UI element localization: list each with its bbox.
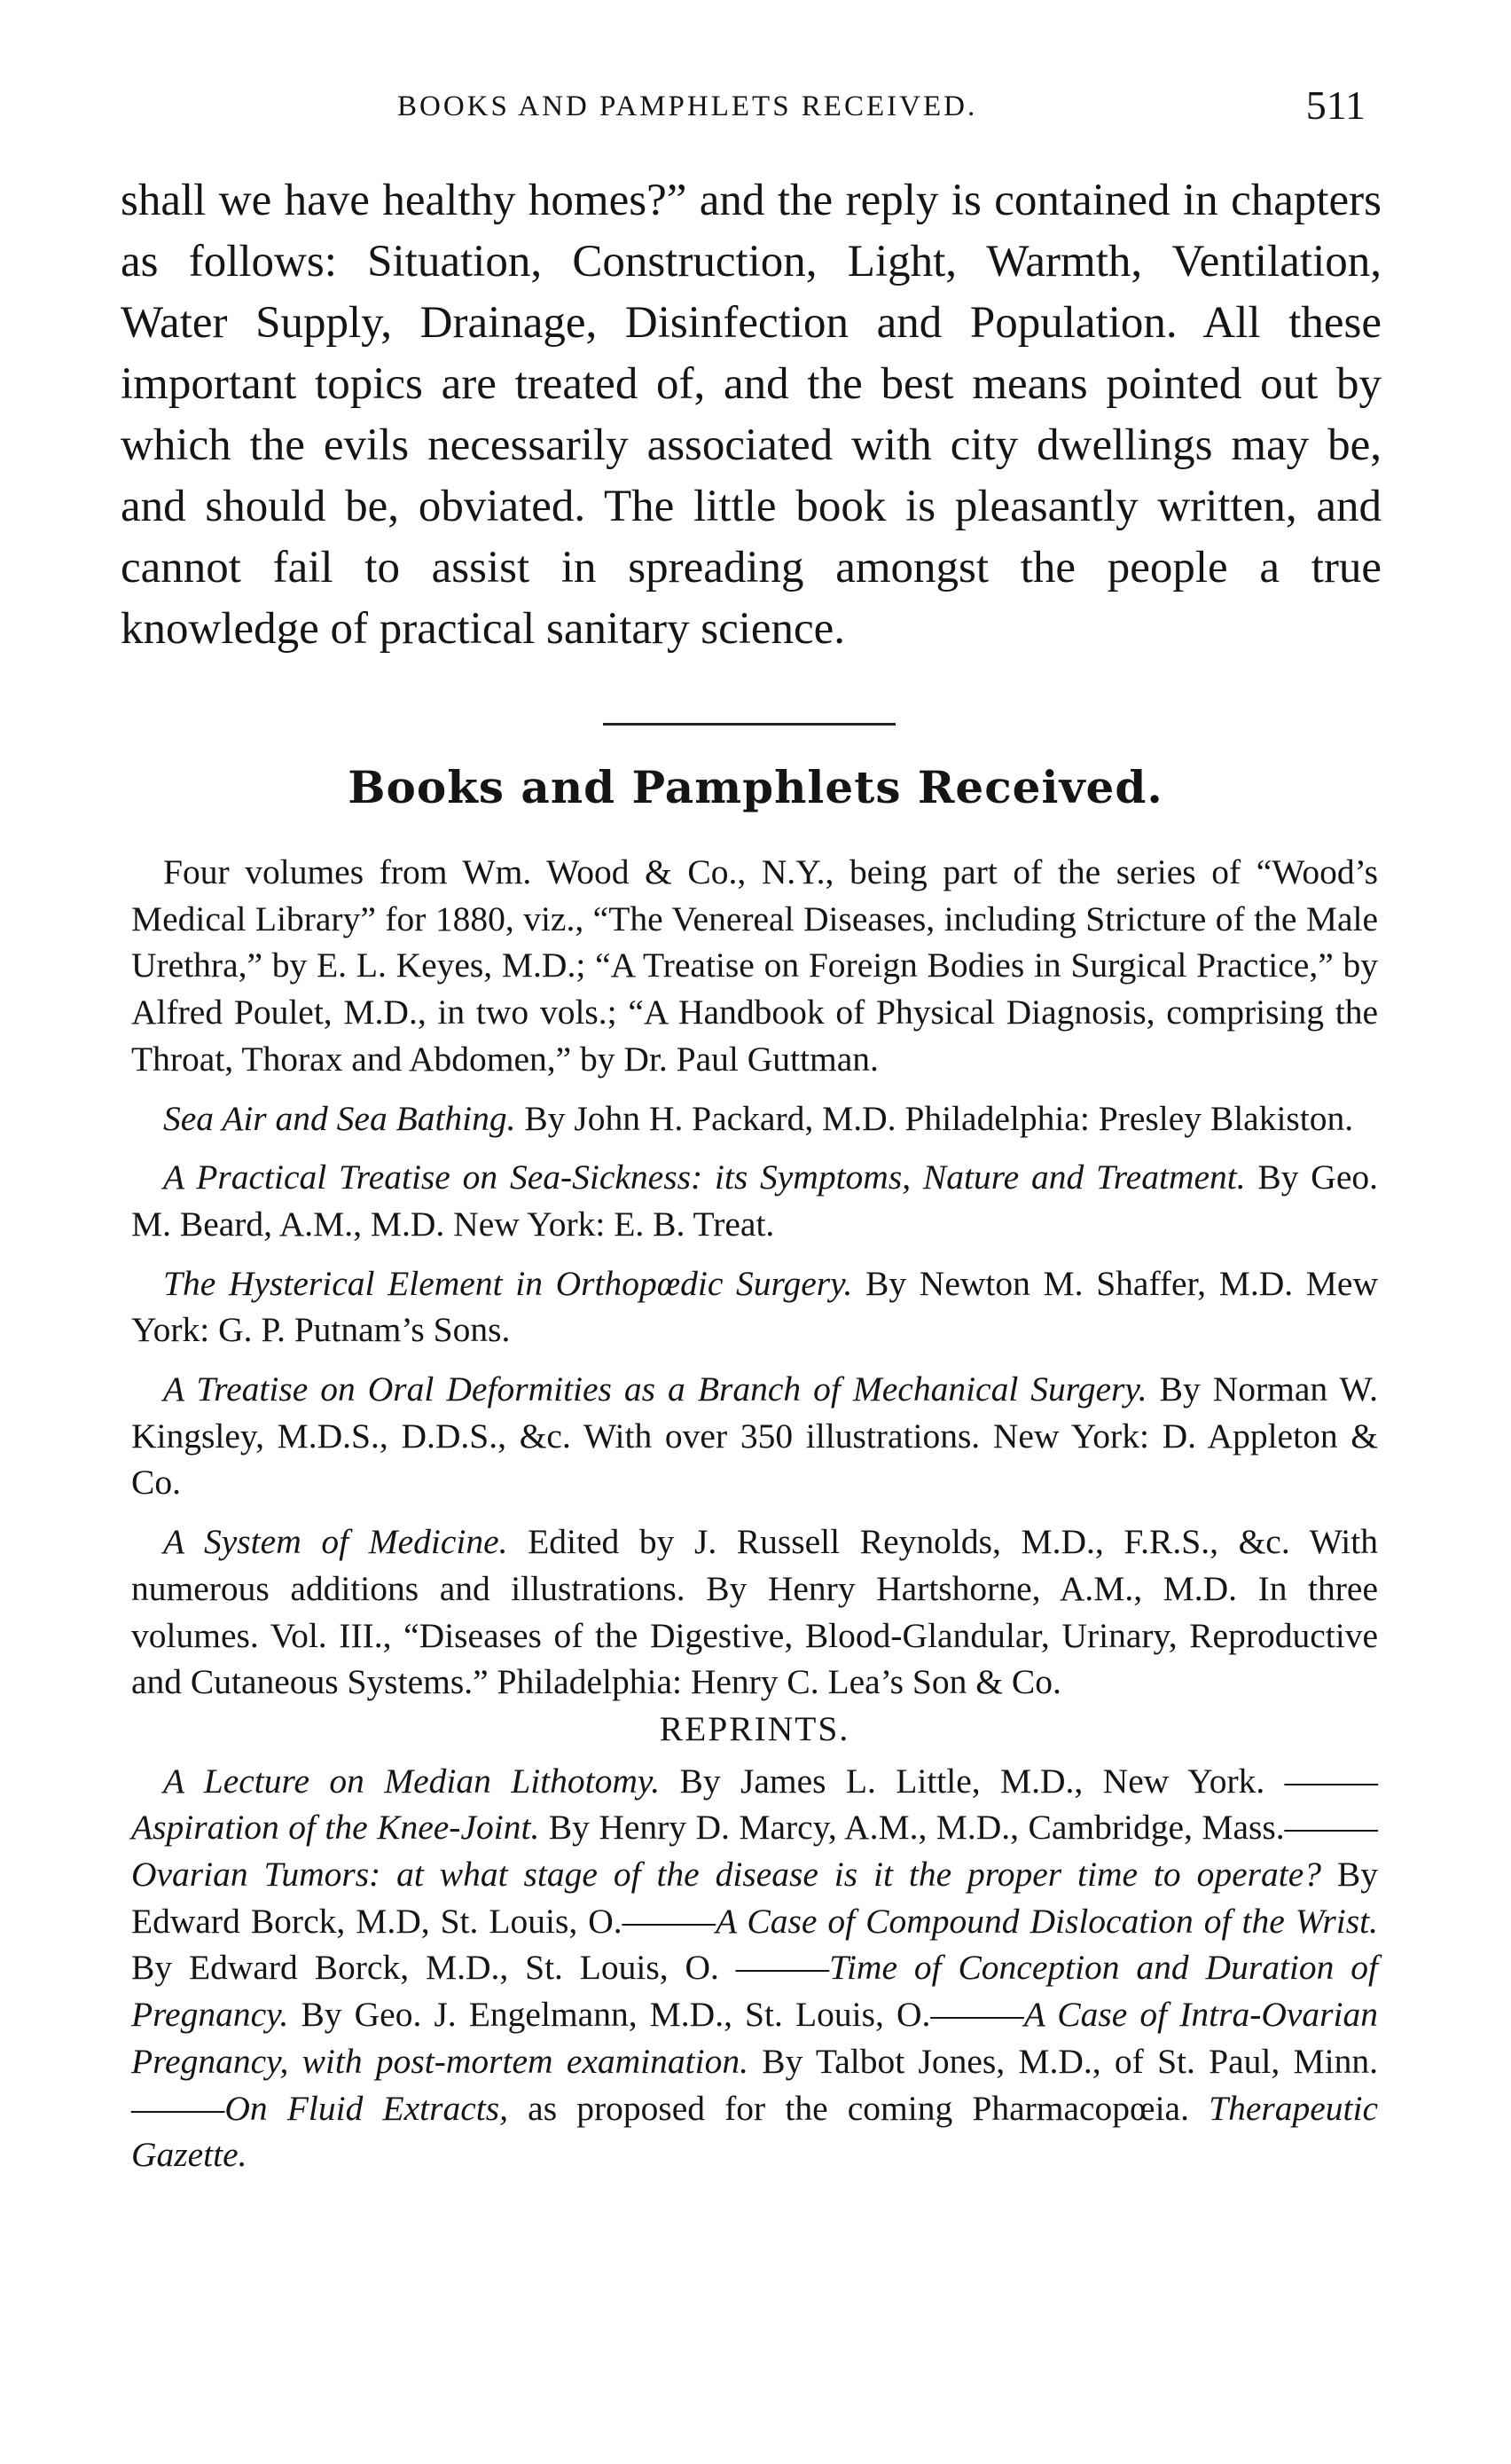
running-head bbox=[124, 82, 1366, 135]
reprint-title: Therapeutic Gazette. bbox=[131, 2088, 1378, 2175]
reprint-title: ———Ovarian Tumors: at what stage of the disease is it the proper time to operate? bbox=[131, 1808, 1378, 1895]
reprint-details: By James L. Little, M.D., New York. bbox=[660, 1761, 1285, 1801]
received-list bbox=[131, 849, 1378, 2178]
entry-wood-volumes: Four volumes from Wm. Wood & Co., N.Y., being part of the series of “Wood’s Medical Library” for 1880, viz., “The Venereal Diseases, including Stricture of the Male Urethra,” by E. L. Keyes, M.D.; “A Treatise on Foreign Bodies in Surgical Practice,” by Alfred Poulet, M.D., in two vols.; “A Handbook of Physical Diagnosis, comprising the Throat, Thorax and Abdomen,” by Dr. Paul Guttman. bbox=[131, 852, 1378, 1079]
section-heading: Books and Pamphlets Received. bbox=[348, 761, 1163, 813]
page-number: 511 bbox=[1305, 82, 1366, 128]
reprint-title: ———Aspiration of the Knee-Joint. bbox=[131, 1761, 1378, 1848]
reprint-details: as proposed for the coming Pharmacopœia. bbox=[508, 2088, 1210, 2128]
review-continuation bbox=[121, 170, 1382, 660]
entry-details: By Geo. M. Beard, A.M., M.D. New York: E. B. Treat. bbox=[131, 1157, 1378, 1244]
reprint-title: ———A Case of Intra-Ovarian Pregnancy, with post-mortem examination. bbox=[131, 1995, 1379, 2081]
entry-details: By Newton M. Shaffer, M.D. Mew York: G. P. Putnam’s Sons. bbox=[131, 1263, 1378, 1350]
entry-details: By John H. Packard, M.D. Philadelphia: Presley Blakiston. bbox=[515, 1098, 1354, 1138]
reprints-heading: REPRINTS. bbox=[659, 1708, 850, 1748]
reprint-details: By Geo. J. Engelmann, M.D., St. Louis, O. bbox=[288, 1995, 931, 2035]
entry-title: A Practical Treatise on Sea-Sickness: its Symptoms, Nature and Treatment. bbox=[163, 1157, 1246, 1197]
reprint-title: ———A Case of Compound Dislocation of the Wrist. bbox=[622, 1901, 1378, 1941]
entry-details: Edited by J. Russell Reynolds, M.D., F.R.S., &c. With numerous additions and illustrations. By Henry Hartshorne, A.M., M.D. In three volumes. Vol. III., “Diseases of the Digestive, Blood-Glandular, Urinary, Reproductive and Cutaneous Systems.” Philadelphia: Henry C. Lea’s Son & Co. bbox=[131, 1522, 1379, 1702]
entry-system-of-medicine bbox=[131, 1518, 1378, 1706]
entry-details: By Norman W. Kingsley, M.D.S., D.D.S., &c. With over 350 illustrations. New York: D. Appleton & Co. bbox=[131, 1369, 1378, 1503]
reprint-title: ———Time of Conception and Duration of Pregnancy. bbox=[131, 1948, 1378, 2035]
reprint-title: A Lecture on Median Lithotomy. bbox=[163, 1761, 661, 1801]
entry-hysterical-element bbox=[131, 1260, 1378, 1354]
entry-title: Sea Air and Sea Bathing. bbox=[163, 1098, 516, 1138]
entry-title: The Hysterical Element in Orthopœdic Surgery. bbox=[163, 1263, 853, 1303]
entry-title: A Treatise on Oral Deformities as a Branch of Mechanical Surgery. bbox=[163, 1369, 1147, 1409]
reprint-details: By Edward Borck, M.D, St. Louis, O. bbox=[131, 1855, 1378, 1941]
review-paragraph: shall we have healthy homes?” and the reply is contained in chapters as follows: Situation, Construction, Light, Warmth, Ventilation, Water Supply, Drainage, Disinfection and Population. All these important topics are treated of, and the best means pointed out by which the evils necessarily associated with city dwellings may be, and should be, obviated. The little book is pleasantly written, and cannot fail to assist in spreading amongst the people a true knowledge of practical sanitary science. bbox=[121, 176, 1382, 654]
reprint-title: ———On Fluid Extracts, bbox=[131, 2088, 509, 2128]
reprint-details: By Henry D. Marcy, A.M., M.D., Cambridge, Mass. bbox=[539, 1808, 1285, 1848]
reprint-details: By Talbot Jones, M.D., of St. Paul, Minn. bbox=[748, 2041, 1378, 2081]
reprint-details: By Edward Borck, M.D., St. Louis, O. bbox=[131, 1948, 736, 1988]
entry-title: A System of Medicine. bbox=[163, 1522, 508, 1562]
section-divider bbox=[603, 723, 896, 726]
entry-sea-sickness bbox=[131, 1154, 1378, 1247]
reprints-list bbox=[131, 1758, 1378, 2178]
running-title: BOOKS AND PAMPHLETS RECEIVED. bbox=[397, 90, 978, 122]
entry-oral-deformities bbox=[131, 1366, 1378, 1506]
entry-sea-air bbox=[131, 1095, 1378, 1142]
